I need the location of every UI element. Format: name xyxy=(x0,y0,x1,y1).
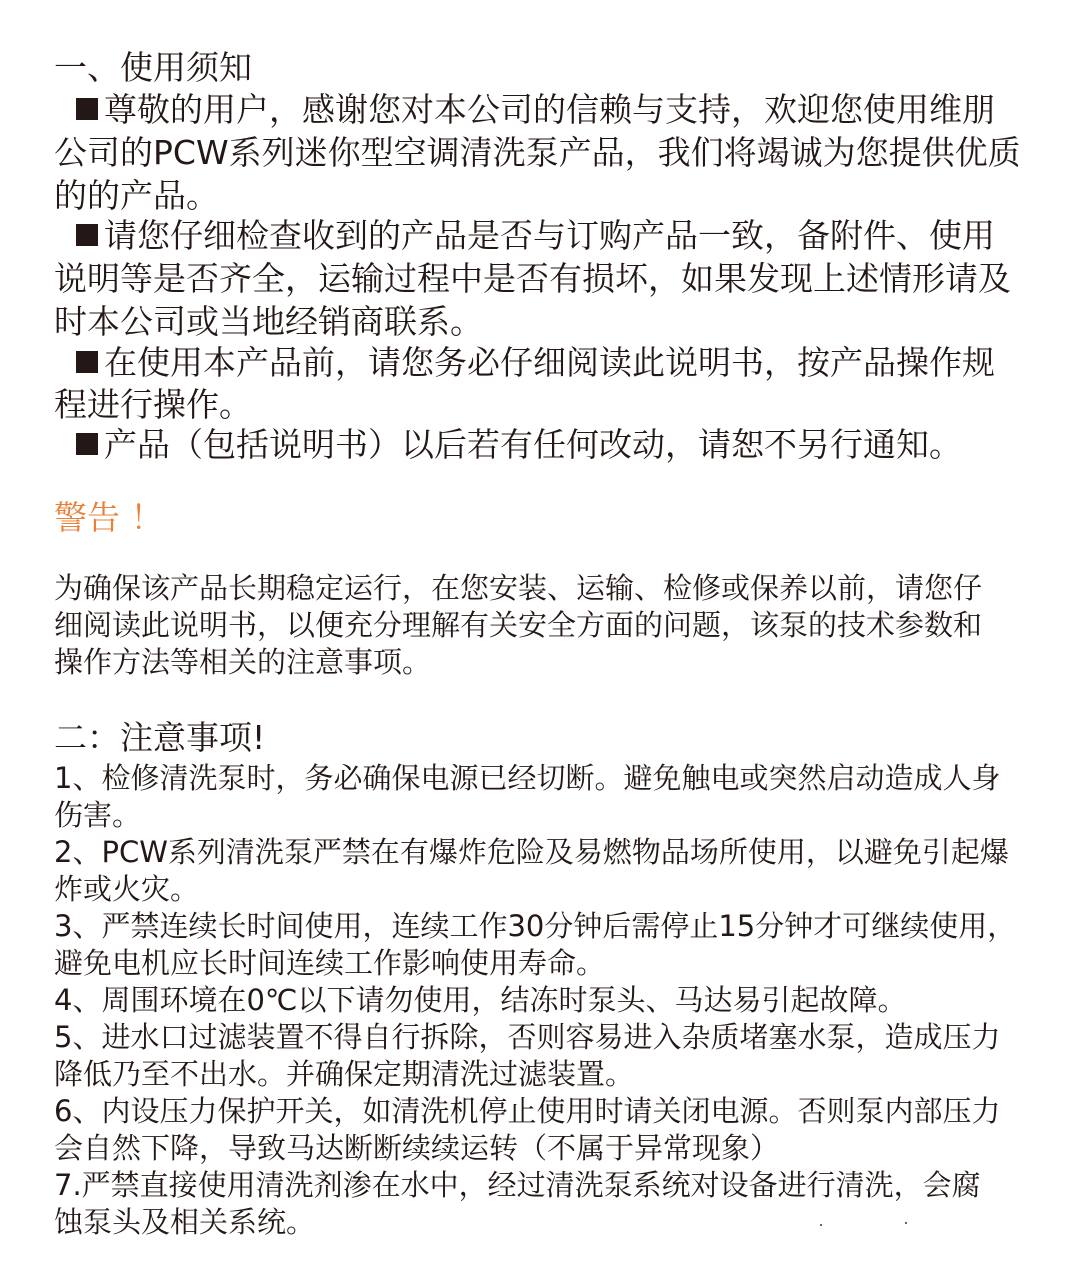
notice-paragraph-1-line-2: 公司的PCW系列迷你型空调清洗泵产品，我们将竭诚为您提供优质 xyxy=(54,133,1021,172)
notice-paragraph-3-line-1 xyxy=(50,343,995,383)
precaution-line: 炸或火灾。 xyxy=(54,872,200,906)
precaution-line: 3、严禁连续长时间使用，连续工作30分钟后需停止15分钟才可继续使用， xyxy=(54,909,1017,943)
warning-title: 警告 ！ xyxy=(54,498,164,537)
precaution-line: 避免电机应长时间连续工作影响使用寿命。 xyxy=(54,946,606,980)
notice-paragraph-4-line-1 xyxy=(50,425,962,465)
square-bullet-icon xyxy=(76,433,98,455)
precaution-line: 7.严禁直接使用清洗剂渗在水中，经过清洗泵系统对设备进行清洗，会腐 xyxy=(54,1168,981,1202)
precaution-line: 伤害。 xyxy=(54,798,142,832)
notice-text: 产品（包括说明书）以后若有任何改动，请恕不另行通知。 xyxy=(104,425,962,464)
warning-text-line-3: 操作方法等相关的注意事项。 xyxy=(54,645,432,679)
notice-paragraph-3-line-2: 程进行操作。 xyxy=(54,385,252,424)
square-bullet-icon xyxy=(76,224,98,246)
notice-paragraph-1-line-1 xyxy=(50,90,995,130)
warning-text-line-1: 为确保该产品长期稳定运行，在您安装、运输、检修或保养以前，请您仔 xyxy=(54,571,983,605)
precaution-line: 4、周围环境在0℃以下请勿使用，结冻时泵头、马达易引起故障。 xyxy=(54,983,907,1017)
warning-text-line-2: 细阅读此说明书，以便充分理解有关安全方面的问题，该泵的技术参数和 xyxy=(54,608,983,642)
precaution-line: 1、检修清洗泵时，务必确保电源已经切断。避免触电或突然启动造成人身 xyxy=(54,761,1001,795)
precaution-line: 6、内设压力保护开关，如清洗机停止使用时请关闭电源。否则泵内部压力 xyxy=(54,1094,1001,1128)
precaution-line: 降低乃至不出水。并确保定期清洗过滤装置。 xyxy=(54,1057,635,1091)
precaution-line: 会自然下降，导致马达断断续续运转（不属于异常现象） xyxy=(54,1131,780,1165)
notice-paragraph-2-line-3: 时本公司或当地经销商联系。 xyxy=(54,302,483,341)
notice-paragraph-2-line-2: 说明等是否齐全，运输过程中是否有损坏，如果发现上述情形请及 xyxy=(54,259,1011,298)
speck-mark xyxy=(820,1224,822,1226)
notice-paragraph-2-line-1 xyxy=(50,216,995,256)
section2-heading: 二：注意事项! xyxy=(54,718,266,757)
precaution-line: 5、进水口过滤装置不得自行拆除，否则容易进入杂质堵塞水泵，造成压力 xyxy=(54,1020,1001,1054)
notice-paragraph-1-line-3: 的的产品。 xyxy=(54,176,219,215)
square-bullet-icon xyxy=(76,351,98,373)
square-bullet-icon xyxy=(76,98,98,120)
section1-heading: 一、使用须知 xyxy=(54,48,252,87)
precaution-line: 2、PCW系列清洗泵严禁在有爆炸危险及易燃物品场所使用，以避免引起爆 xyxy=(54,835,1009,869)
notice-text: 尊敬的用户，感谢您对本公司的信赖与支持，欢迎您使用维朋 xyxy=(104,90,995,129)
precaution-line: 蚀泵头及相关系统。 xyxy=(54,1205,316,1239)
notice-text: 在使用本产品前，请您务必仔细阅读此说明书，按产品操作规 xyxy=(104,343,995,382)
speck-mark xyxy=(905,1222,907,1224)
notice-text: 请您仔细检查收到的产品是否与订购产品一致，备附件、使用 xyxy=(104,216,995,255)
